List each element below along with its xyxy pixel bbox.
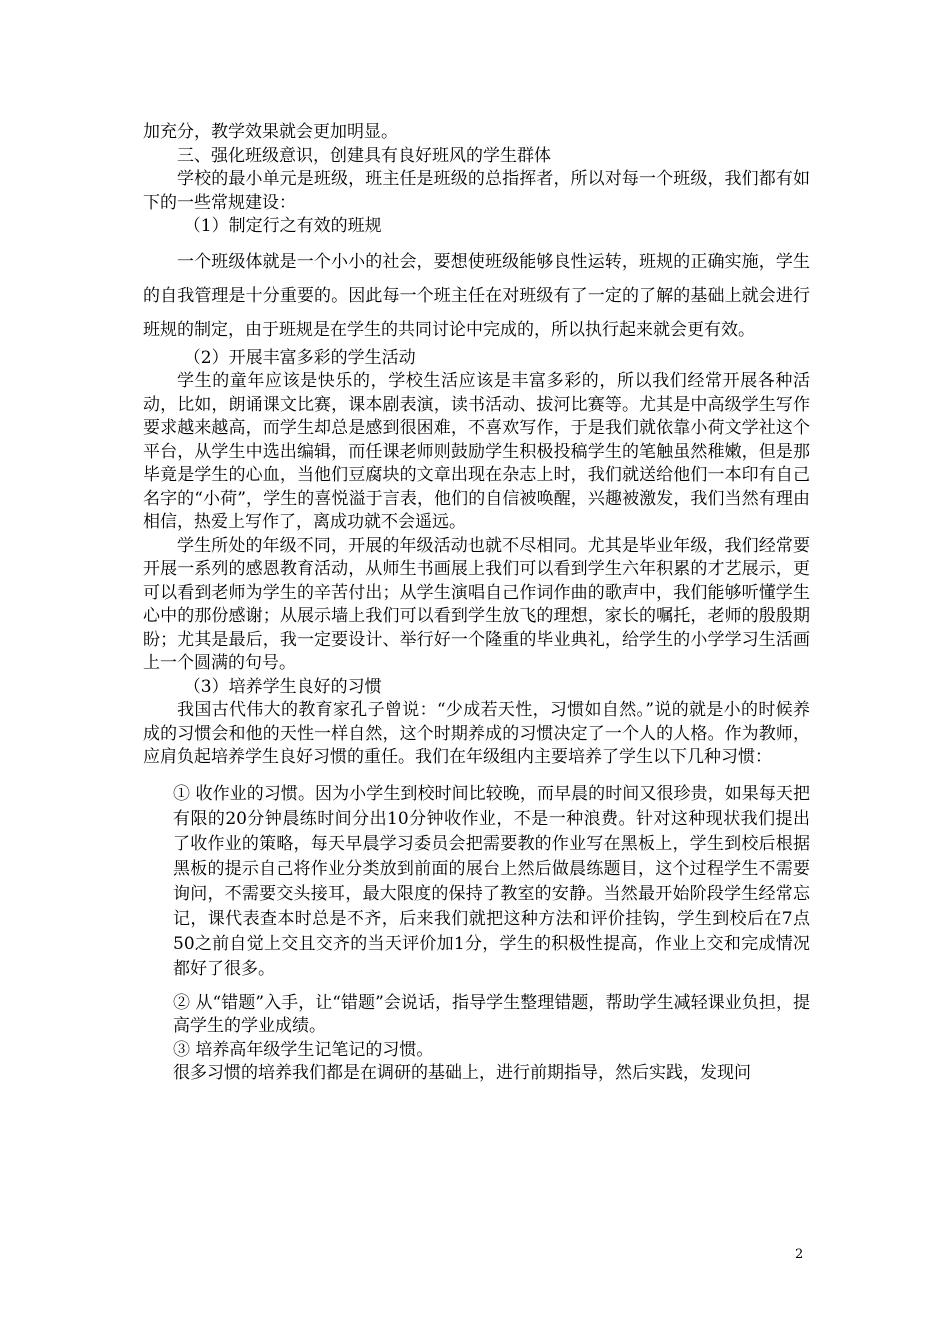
- page-number: 2: [795, 1247, 804, 1262]
- habit-item-3: ③ 培养高年级学生记笔记的习惯。: [173, 1039, 434, 1060]
- paragraph-class-rules: 一个班级体就是一个小小的社会，要想使班级能够良性运转，班规的正确实施，学生的自我管理是十分重要的。因此每一个班主任在对班级有了一定的了解的基础上就会进行班规的制定，由于班规是在学生的共同讨论中完成的，所以执行起来就会更有效。: [143, 251, 810, 340]
- subheading-1: （1）制定行之有效的班规: [183, 216, 382, 236]
- paragraph-activities: 学生的童年应该是快乐的，学校生活应该是丰富多彩的，所以我们经常开展各种活动，比如，朗诵课文比赛，课本剧表演，读书活动、拔河比赛等。尤其是中高级学生写作要求越来越高，而学生却总是感到很困难，不喜欢写作，于是我们就依靠小荷文学社这个平台，从学生中选出编辑，而任课老师则鼓励学生积极投稿学生的笔触虽然稚嫩，但是那毕竟是学生的心血，当他们豆腐块的文章出现在杂志上时，我们就送给他们一本印有自己名字的“小荷”，学生的喜悦溢于言表，他们的自信被唤醒，兴趣被激发，我们当然有理由相信，热爱上写作了，离成功就不会遥远。: [143, 371, 810, 532]
- habit-list: [143, 782, 810, 982]
- habit-item-1: ① 收作业的习惯。因为小学生到校时间比较晚，而早晨的时间又很珍贵，如果每天把有限的20分钟晨练时间分出10分钟收作业，不是一种浪费。针对这种现状我们提出了收作业的策略，每天早晨学习委员会把需要教的作业写在黑板上，学生到校后根据黑板的提示自己将作业分类放到前面的展台上然后做晨练题目，这个过程学生不需要询问，不需要交头接耳，最大限度的保持了教室的安静。当然最开始阶段学生经常忘记，课代表查本时总是不齐，后来我们就把这种方法和评价挂钩，学生到校后在7点50之前自觉上交且交齐的当天评价加1分，学生的积极性提高，作业上交和完成情况都好了很多。: [173, 783, 810, 979]
- document-body: [143, 121, 810, 1086]
- paragraph-habits-intro: 我国古代伟大的教育家孔子曾说：“少成若天性，习惯如自然。”说的就是小的时候养成的习惯会和他的天性一样自然，这个时期养成的习惯决定了一个人的人格。作为教师，应肩负起培养学生良好习惯的重任。我们在年级组内主要培养了学生以下几种习惯：: [143, 700, 810, 767]
- subheading-2: （2）开展丰富多彩的学生活动: [183, 347, 416, 368]
- section-heading-3: 三、强化班级意识，创建具有良好班风的学生群体: [177, 145, 551, 166]
- paragraph-continuation: 加充分，教学效果就会更加明显。: [143, 122, 398, 142]
- paragraph-closing: 很多习惯的培养我们都是在调研的基础上，进行前期指导，然后实践，发现问: [173, 1063, 751, 1083]
- habit-item-2: ② 从“错题”入手，让“错题”会说话，指导学生整理错题，帮助学生减轻课业负担，提高学生的学业成绩。: [173, 992, 810, 1036]
- paragraph-grade-activities: 学生所处的年级不同，开展的年级活动也就不尽相同。尤其是毕业年级，我们经常要开展一系列的感恩教育活动，从师生书画展上我们可以看到学生六年积累的才艺展示，更可以看到老师为学生的辛苦付出；从学生演唱自己作词作曲的歌声中，我们能够听懂学生心中的那份感谢；从展示墙上我们可以看到学生放飞的理想，家长的嘱托，老师的殷殷期盼；尤其是最后，我一定要设计、举行好一个隆重的毕业典礼，给学生的小学学习生活画上一个圆满的句号。: [143, 535, 810, 673]
- paragraph-class-intro: 学校的最小单元是班级，班主任是班级的总指挥者，所以对每一个班级，我们都有如下的一些常规建设：: [143, 169, 810, 213]
- subheading-3: （3）培养学生良好的习惯: [183, 676, 382, 697]
